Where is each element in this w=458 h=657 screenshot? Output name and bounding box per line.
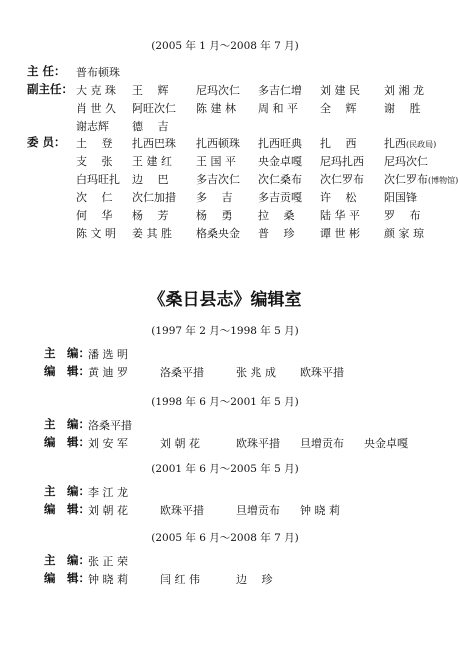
editor-name: 闫 红 伟 <box>160 573 200 586</box>
member-name: 次仁罗布 <box>320 173 364 186</box>
editor-name: 钟 晓 莉 <box>300 504 340 517</box>
editor-name: 张 兆 成 <box>236 366 276 379</box>
editor-name: 欧珠平措 <box>236 437 280 450</box>
member-name: 土 登 <box>76 137 113 150</box>
term-period: (1997 年 2 月～1998 年 5 月) <box>151 325 299 337</box>
editor-name: 旦增贡布 <box>300 437 344 450</box>
deputy-name: 多吉仁增 <box>258 84 302 97</box>
editor-name: 洛桑平措 <box>160 366 204 379</box>
member-name: 边 巴 <box>132 173 169 186</box>
member-name: 白玛旺扎 <box>76 173 120 186</box>
member-name: 扎西旺典 <box>258 137 302 150</box>
chief-editor-label: 主 编： <box>44 417 90 431</box>
member-name: 多吉贡嘎 <box>258 191 302 204</box>
director-name: 普布顿珠 <box>76 66 120 79</box>
editor-name: 刘 安 军 <box>88 437 128 450</box>
member-name: 次仁桑布 <box>258 173 302 186</box>
member-name: 杨 勇 <box>196 209 233 222</box>
deputy-name: 陈 建 林 <box>196 102 236 115</box>
member-name: 扎西巴珠 <box>132 137 176 150</box>
editor-name: 刘 朝 花 <box>160 437 200 450</box>
member-name: 阳国锋 <box>384 191 417 204</box>
member-name: 央金卓嘎 <box>258 155 302 168</box>
office-title: 《桑日县志》编辑室 <box>148 290 302 310</box>
term-period: (2001 年 6 月～2005 年 5 月) <box>151 463 299 475</box>
committee-period: (2005 年 1 月～2008 年 7 月) <box>151 40 299 52</box>
editors-label: 编 辑： <box>44 571 90 585</box>
member-name: 尼玛扎西 <box>320 155 364 168</box>
chief-editor-name: 李 江 龙 <box>88 486 128 499</box>
editor-name: 刘 朝 花 <box>88 504 128 517</box>
editor-name: 旦增贡布 <box>236 504 280 517</box>
member-name: 多吉次仁 <box>196 173 240 186</box>
member-name: 陆 华 平 <box>320 209 360 222</box>
deputy-name: 刘 建 民 <box>320 84 360 97</box>
term-period: (1998 年 6 月～2001 年 5 月) <box>151 396 299 408</box>
member-name: 支 张 <box>76 155 113 168</box>
deputy-name: 全 辉 <box>320 102 357 115</box>
member-name: 王 建 红 <box>132 155 172 168</box>
member-name: 次 仁 <box>76 191 113 204</box>
member-name: 格桑央金 <box>196 227 240 240</box>
member-name: 陈 文 明 <box>76 227 116 240</box>
member-name: 拉 桑 <box>258 209 295 222</box>
member-name: 谭 世 彬 <box>320 227 360 240</box>
member-name: 次仁罗布(博物馆) <box>384 173 458 186</box>
chief-editor-label: 主 编： <box>44 346 90 360</box>
deputy-name: 谢志辉 <box>76 120 109 133</box>
term-period: (2005 年 6 月～2008 年 7 月) <box>151 532 299 544</box>
member-name: 许 松 <box>320 191 357 204</box>
deputy-name: 肖 世 久 <box>76 102 116 115</box>
member-name: 普 珍 <box>258 227 295 240</box>
member-name: 姜 其 胜 <box>132 227 172 240</box>
member-name: 尼玛次仁 <box>384 155 428 168</box>
deputy-name: 德 吉 <box>132 120 169 133</box>
chief-editor-name: 张 正 荣 <box>88 555 128 568</box>
deputy-name: 刘 湘 龙 <box>384 84 424 97</box>
editor-name: 黄 迪 罗 <box>88 366 128 379</box>
editors-label: 编 辑： <box>44 502 90 516</box>
deputy-name: 尼玛次仁 <box>196 84 240 97</box>
member-name: 扎西(民政局) <box>384 137 437 150</box>
deputy-name: 谢 胜 <box>384 102 421 115</box>
editor-name: 央金卓嘎 <box>364 437 408 450</box>
member-name: 何 华 <box>76 209 113 222</box>
members-label: 委 员： <box>27 135 66 149</box>
editor-name: 欧珠平措 <box>300 366 344 379</box>
deputy-name: 阿旺次仁 <box>132 102 176 115</box>
deputy-label: 副主任： <box>27 82 73 96</box>
editors-label: 编 辑： <box>44 364 90 378</box>
member-name: 王 国 平 <box>196 155 236 168</box>
member-name: 次仁加措 <box>132 191 176 204</box>
chief-editor-name: 洛桑平措 <box>88 419 132 432</box>
chief-editor-label: 主 编： <box>44 553 90 567</box>
editor-name: 欧珠平措 <box>160 504 204 517</box>
editor-name: 边 珍 <box>236 573 273 586</box>
deputy-name: 周 和 平 <box>258 102 298 115</box>
editors-label: 编 辑： <box>44 435 90 449</box>
member-name: 扎西顿珠 <box>196 137 240 150</box>
deputy-name: 王 辉 <box>132 84 169 97</box>
director-label: 主 任： <box>27 64 66 78</box>
chief-editor-label: 主 编： <box>44 484 90 498</box>
chief-editor-name: 潘 选 明 <box>88 348 128 361</box>
editor-name: 钟 晓 莉 <box>88 573 128 586</box>
member-name: 扎 西 <box>320 137 357 150</box>
deputy-name: 大 克 珠 <box>76 84 116 97</box>
member-name: 颜 家 琼 <box>384 227 424 240</box>
member-name: 杨 芳 <box>132 209 169 222</box>
member-name: 多 吉 <box>196 191 233 204</box>
member-name: 罗 布 <box>384 209 421 222</box>
